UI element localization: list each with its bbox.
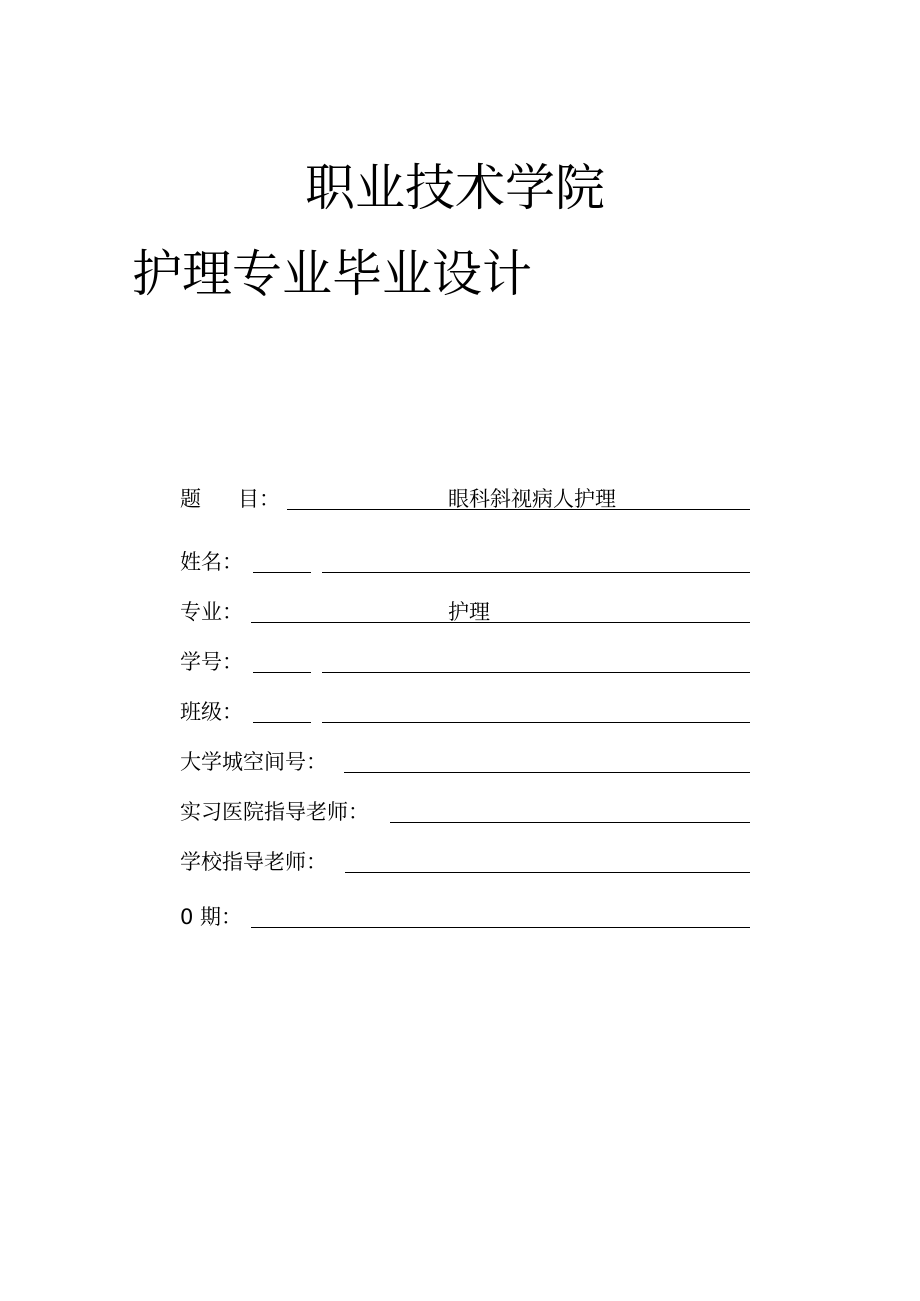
hospital-advisor-underline[interactable]	[390, 822, 750, 823]
form-row-hospital-advisor	[180, 797, 750, 827]
student-id-underline[interactable]	[322, 672, 750, 673]
name-underline-short	[253, 572, 311, 573]
name-label: 姓名：	[180, 550, 243, 574]
class-label: 班级：	[180, 700, 243, 724]
school-name: 职业技术学院	[305, 159, 605, 217]
form-row-campus-space	[180, 747, 750, 777]
campus-space-underline[interactable]	[344, 772, 750, 773]
date-label: 0 期：	[180, 905, 243, 929]
form-row-topic	[180, 484, 750, 514]
topic-value[interactable]: 眼科斜视病人护理	[448, 487, 616, 511]
form-row-class	[180, 697, 750, 727]
major-label: 专业：	[180, 600, 243, 624]
topic-label-b: 目：	[238, 487, 280, 511]
topic-label-a: 题	[180, 487, 201, 511]
school-advisor-underline[interactable]	[345, 872, 750, 873]
form-row-school-advisor	[180, 847, 750, 877]
thesis-title: 护理专业毕业设计	[132, 245, 532, 303]
student-id-underline-short	[253, 672, 311, 673]
class-underline-short	[253, 722, 311, 723]
form-row-major	[180, 597, 750, 627]
name-underline[interactable]	[322, 572, 750, 573]
form-row-student-id	[180, 647, 750, 677]
school-advisor-label: 学校指导老师：	[180, 850, 327, 874]
major-underline	[251, 622, 750, 623]
student-id-label: 学号：	[180, 650, 243, 674]
major-value[interactable]: 护理	[448, 600, 490, 624]
class-underline[interactable]	[322, 722, 750, 723]
date-underline[interactable]	[251, 927, 750, 928]
form-row-name	[180, 547, 750, 577]
campus-space-label: 大学城空间号：	[180, 750, 327, 774]
hospital-advisor-label: 实习医院指导老师：	[180, 800, 369, 824]
form-row-date	[180, 902, 750, 932]
